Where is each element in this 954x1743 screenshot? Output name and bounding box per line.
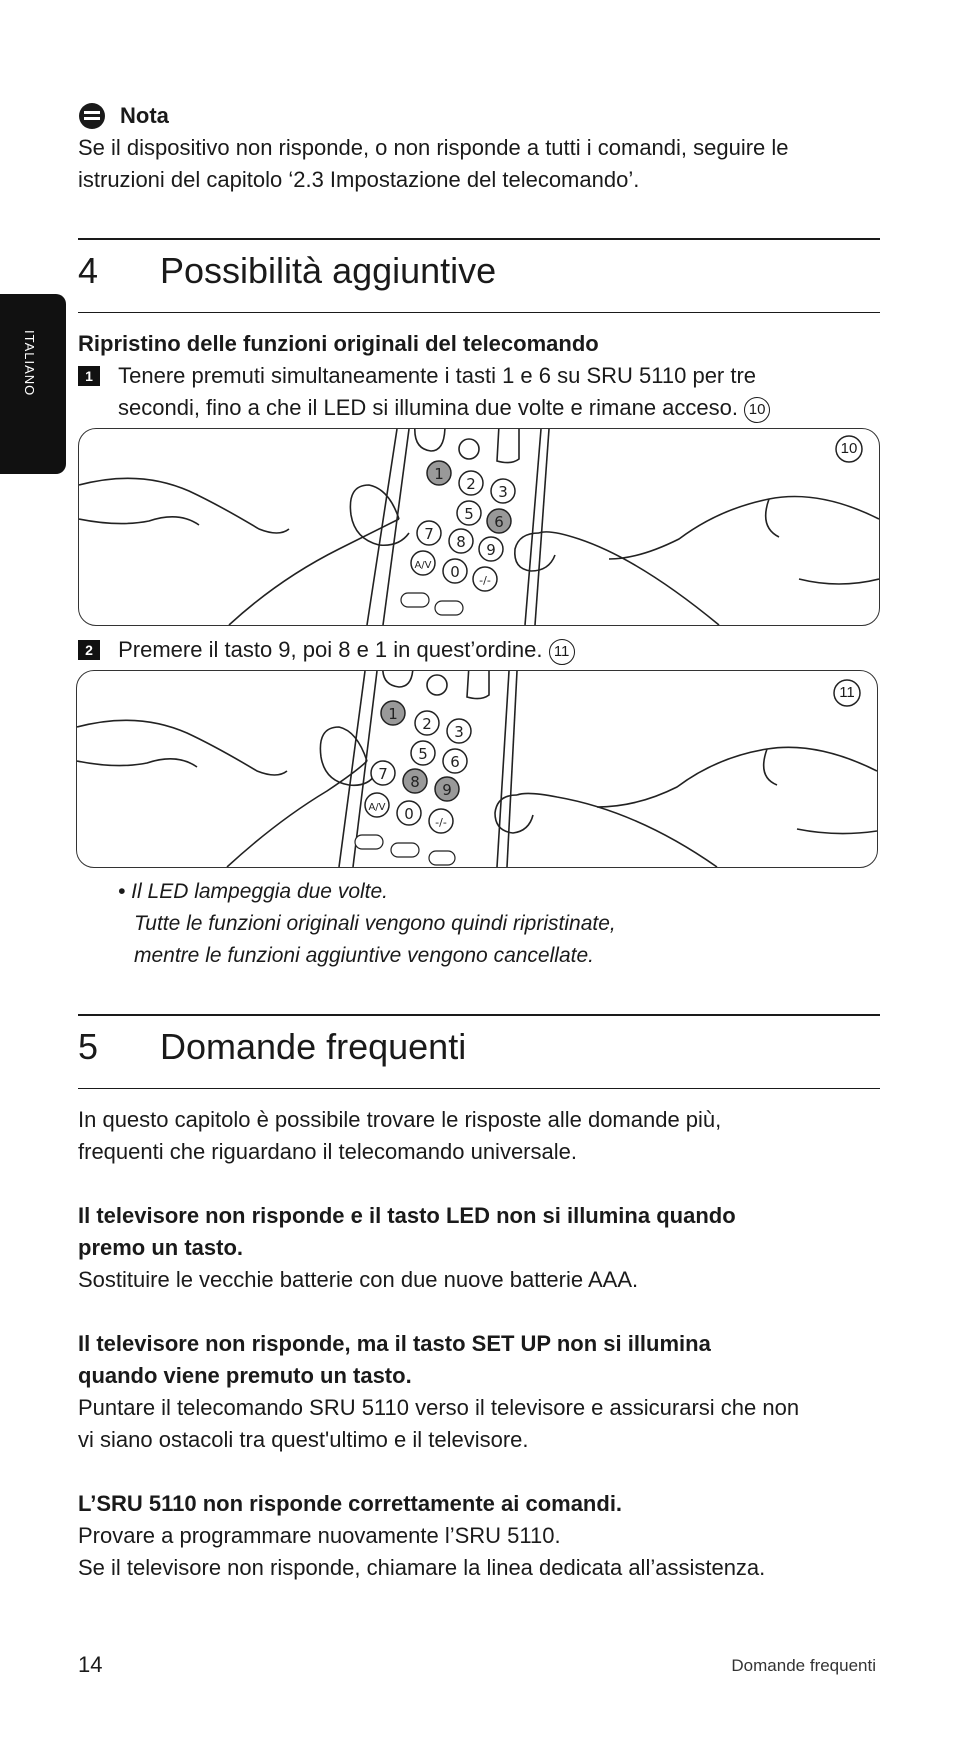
faq-2-answer-1: Puntare il telecomando SRU 5110 verso il televisore e assicurarsi che non xyxy=(78,1395,800,1420)
section-5-intro-2: frequenti che riguardano il telecomando universale. xyxy=(78,1139,577,1164)
svg-text:2: 2 xyxy=(422,715,432,733)
remote-hands-illustration-1 xyxy=(79,429,879,625)
svg-text:7: 7 xyxy=(424,525,434,543)
svg-text:0: 0 xyxy=(450,563,460,581)
section-4-title: Possibilità aggiuntive xyxy=(160,250,497,291)
faq-1-answer-1: Sostituire le vecchie batterie con due nuove batterie AAA. xyxy=(78,1267,639,1292)
svg-text:6: 6 xyxy=(494,513,504,531)
step-2-text: Premere il tasto 9, poi 8 e 1 in quest’ordine. xyxy=(118,637,543,662)
svg-text:5: 5 xyxy=(464,505,474,523)
step-2-figure-ref: 11 xyxy=(549,639,575,665)
faq-1-question-2: premo un tasto. xyxy=(78,1235,244,1260)
step-2-line xyxy=(78,634,575,666)
step-1-number: 1 xyxy=(78,366,100,386)
svg-text:3: 3 xyxy=(498,483,508,501)
svg-text:8: 8 xyxy=(456,533,466,551)
step-1-figure-ref: 10 xyxy=(744,397,770,423)
svg-text:A/V: A/V xyxy=(368,802,386,813)
result-line-1: • Il LED lampeggia due volte. xyxy=(118,880,389,903)
svg-text:6: 6 xyxy=(450,753,460,771)
footer-section-title: Domande frequenti xyxy=(731,1656,876,1675)
faq-1-question-1: Il televisore non risponde e il tasto LED non si illumina quando xyxy=(78,1203,736,1228)
svg-text:A/V: A/V xyxy=(414,560,432,571)
svg-text:0: 0 xyxy=(404,805,414,823)
svg-text:-/-: -/- xyxy=(435,816,447,829)
section-5-bottom-rule xyxy=(78,1088,880,1089)
step-1-text-1: Tenere premuti simultaneamente i tasti 1 e 6 su SRU 5110 per tre xyxy=(118,363,757,388)
faq-3-answer-1: Provare a programmare nuovamente l’SRU 5110. xyxy=(78,1523,561,1548)
note-icon xyxy=(78,102,108,132)
svg-text:3: 3 xyxy=(454,723,464,741)
step-1-line-1 xyxy=(78,360,756,392)
note-line-1: Se il dispositivo non risponde, o non risponde a tutti i comandi, seguire le xyxy=(78,135,789,160)
section-5-number: 5 xyxy=(78,1026,99,1067)
faq-3-question-1: L’SRU 5110 non risponde correttamente ai comandi. xyxy=(78,1491,623,1516)
faq-3-answer-2: Se il televisore non risponde, chiamare la linea dedicata all’assistenza. xyxy=(78,1555,766,1580)
result-line-2: Tutte le funzioni originali vengono quindi ripristinate, xyxy=(134,912,616,935)
result-line-3: mentre le funzioni aggiuntive vengono cancellate. xyxy=(134,944,594,967)
svg-text:-/-: -/- xyxy=(479,574,491,587)
svg-text:5: 5 xyxy=(418,745,428,763)
svg-text:7: 7 xyxy=(378,765,388,783)
svg-text:9: 9 xyxy=(442,781,452,799)
section-5-top-rule xyxy=(78,1014,880,1016)
remote-hands-illustration-2 xyxy=(77,671,877,867)
figure-11-label: 11 xyxy=(839,684,855,701)
svg-text:1: 1 xyxy=(434,465,444,483)
svg-text:1: 1 xyxy=(388,705,398,723)
svg-text:9: 9 xyxy=(486,541,496,559)
faq-2-question-1: Il televisore non risponde, ma il tasto SET UP non si illumina xyxy=(78,1331,711,1356)
svg-text:8: 8 xyxy=(410,773,420,791)
figure-11-illustration xyxy=(76,670,878,868)
page-number: 14 xyxy=(78,1652,103,1677)
section-4-top-rule xyxy=(78,238,880,240)
note-title: Nota xyxy=(120,103,169,128)
faq-2-answer-2: vi siano ostacoli tra quest'ultimo e il televisore. xyxy=(78,1427,529,1452)
figure-10-illustration xyxy=(78,428,880,626)
section-4-subtitle: Ripristino delle funzioni originali del telecomando xyxy=(78,331,599,356)
step-1-text-2: secondi, fino a che il LED si illumina due volte e rimane acceso. xyxy=(118,395,738,420)
section-4-bottom-rule xyxy=(78,312,880,313)
step-1-line-2 xyxy=(118,392,770,424)
step-2-number: 2 xyxy=(78,640,100,660)
section-5-title: Domande frequenti xyxy=(160,1026,467,1067)
language-tab-label: ITALIANO xyxy=(22,330,37,397)
section-4-number: 4 xyxy=(78,250,99,291)
svg-text:2: 2 xyxy=(466,475,476,493)
section-5-intro-1: In questo capitolo è possibile trovare le risposte alle domande più, xyxy=(78,1107,722,1132)
figure-10-label: 10 xyxy=(840,440,858,457)
faq-2-question-2: quando viene premuto un tasto. xyxy=(78,1363,412,1388)
note-line-2: istruzioni del capitolo ‘2.3 Impostazione del telecomando’. xyxy=(78,167,640,192)
